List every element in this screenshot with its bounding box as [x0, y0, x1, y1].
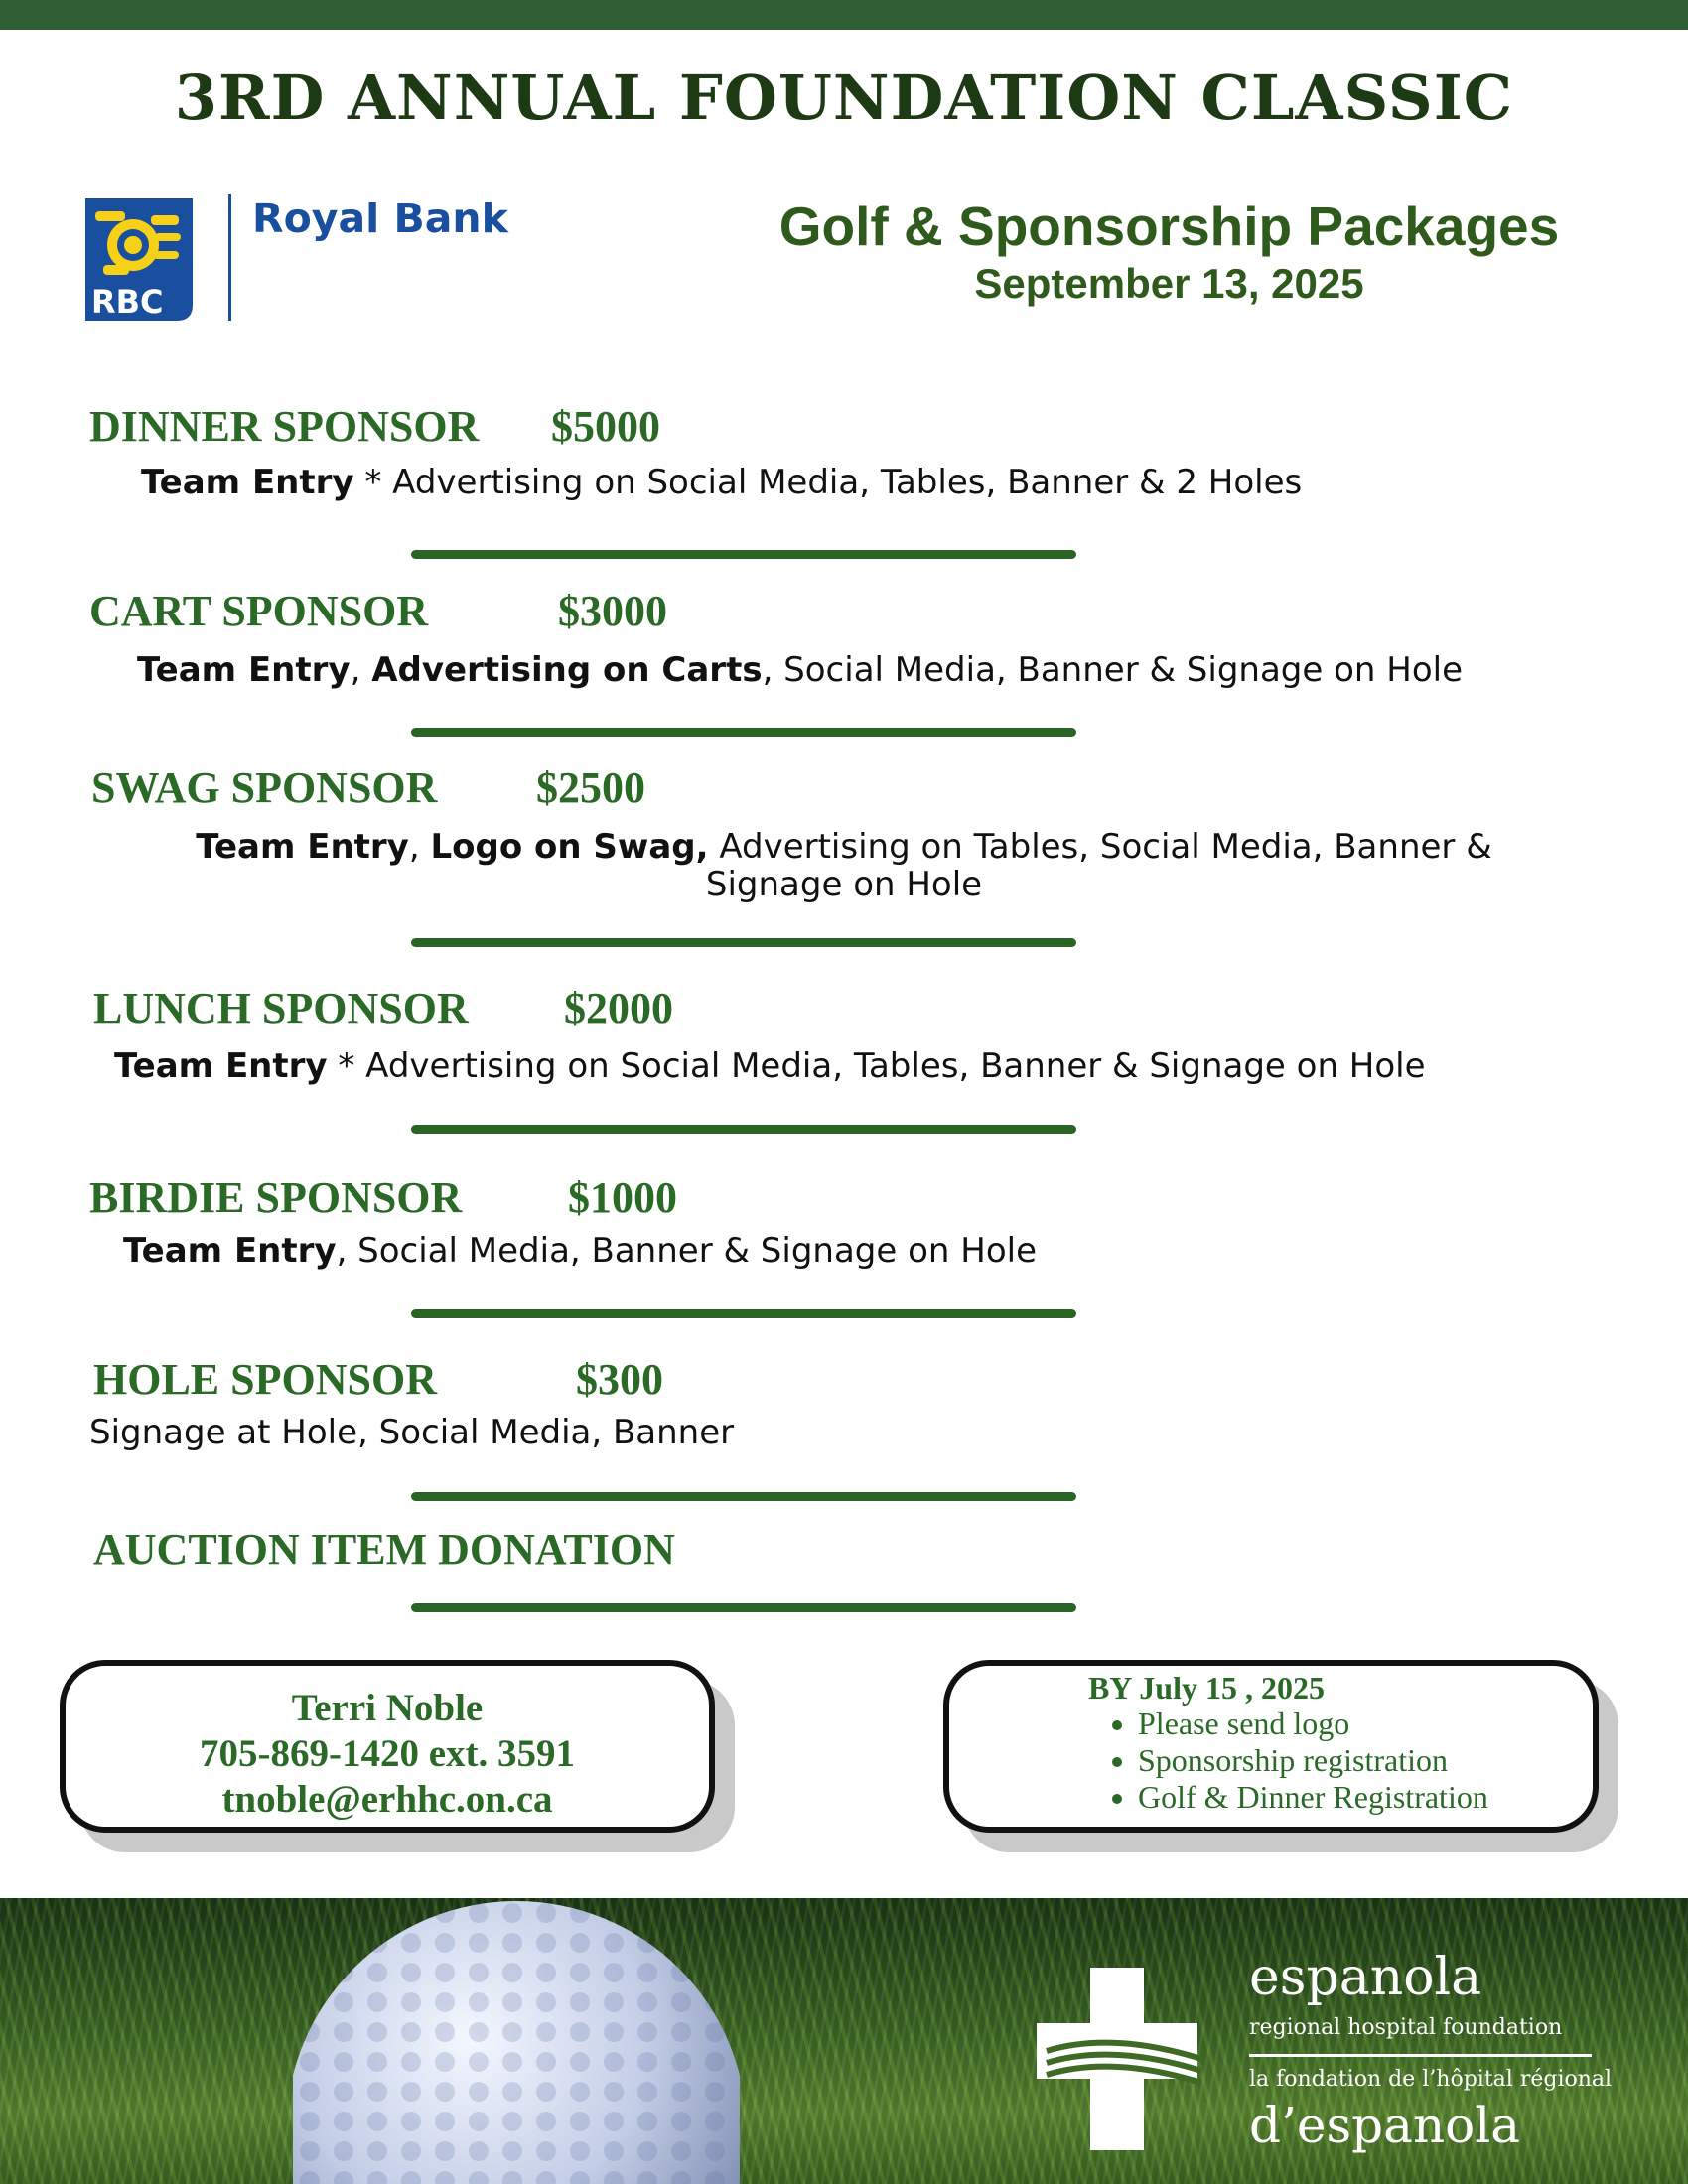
footer-banner: [0, 1898, 1688, 2184]
deadline-card: [943, 1660, 1599, 1833]
packages-title: Golf & Sponsorship Packages: [778, 196, 1560, 257]
list-item: • Please send logo: [1138, 1706, 1488, 1742]
deadline-list: [1088, 1706, 1488, 1816]
section-divider: [411, 1492, 1076, 1501]
sponsor-name: Royal Bank: [252, 195, 508, 242]
tier-desc-cart: Team Entry, Advertising on Carts, Social Media, Banner & Signage on Hole: [137, 650, 1463, 690]
section-divider: [411, 728, 1076, 737]
tier-price-dinner: $5000: [551, 402, 660, 451]
list-item: • Sponsorship registration: [1138, 1742, 1488, 1779]
foundation-name-fr: d’espanola: [1249, 2097, 1521, 2154]
contact-email[interactable]: tnoble@erhhc.on.ca: [221, 1778, 553, 1821]
top-bar: [0, 0, 1688, 30]
section-divider: [411, 1125, 1076, 1134]
tier-price-hole: $300: [576, 1355, 663, 1404]
tier-desc-birdie: Team Entry, Social Media, Banner & Signage on Hole: [123, 1231, 1037, 1271]
section-divider: [411, 938, 1076, 947]
deadline-title: BY July 15 , 2025: [1088, 1670, 1325, 1706]
tier-price-lunch: $2000: [564, 984, 673, 1032]
tier-name-swag: SWAG SPONSOR: [91, 763, 438, 812]
tier-name-birdie: BIRDIE SPONSOR: [89, 1173, 463, 1222]
event-date: September 13, 2025: [974, 260, 1364, 307]
contact-card: [60, 1660, 715, 1833]
tier-desc-dinner: Team Entry * Advertising on Social Media, Tables, Banner & 2 Holes: [141, 463, 1303, 502]
section-divider: [411, 550, 1076, 559]
tier-name-cart: CART SPONSOR: [89, 587, 429, 635]
rbc-logo-text: RBC: [91, 283, 164, 321]
tier-name-hole: HOLE SPONSOR: [93, 1355, 437, 1404]
foundation-subtitle-fr: la fondation de l’hôpital régional: [1249, 2067, 1613, 2092]
logo-divider: [228, 194, 231, 321]
rbc-logo: [81, 194, 197, 323]
tier-price-birdie: $1000: [568, 1173, 677, 1222]
tier-name-auction: AUCTION ITEM DONATION: [93, 1525, 675, 1573]
foundation-divider: [1249, 2054, 1592, 2057]
page-title: 3RD ANNUAL FOUNDATION CLASSIC: [174, 62, 1514, 134]
tier-name-dinner: DINNER SPONSOR: [89, 402, 480, 451]
section-divider: [411, 1309, 1076, 1318]
tier-price-swag: $2500: [536, 763, 645, 812]
list-item: • Golf & Dinner Registration: [1138, 1779, 1488, 1816]
golf-ball-image: [293, 1898, 740, 2184]
contact-name: Terri Noble: [291, 1687, 484, 1729]
tier-desc-swag: Team Entry, Logo on Swag, Advertising on Tables, Social Media, Banner & Signage on Hole: [196, 827, 1492, 904]
foundation-subtitle-en: regional hospital foundation: [1249, 2015, 1563, 2040]
tier-name-lunch: LUNCH SPONSOR: [93, 984, 469, 1032]
tier-desc-hole: Signage at Hole, Social Media, Banner: [89, 1413, 735, 1452]
tier-price-cart: $3000: [558, 587, 667, 635]
contact-phone: 705-869-1420 ext. 3591: [199, 1732, 576, 1775]
tier-desc-lunch: Team Entry * Advertising on Social Media, Tables, Banner & Signage on Hole: [114, 1046, 1426, 1086]
foundation-cross-icon: [1033, 1968, 1221, 2150]
foundation-name: espanola: [1249, 1948, 1482, 2007]
section-divider: [411, 1603, 1076, 1612]
